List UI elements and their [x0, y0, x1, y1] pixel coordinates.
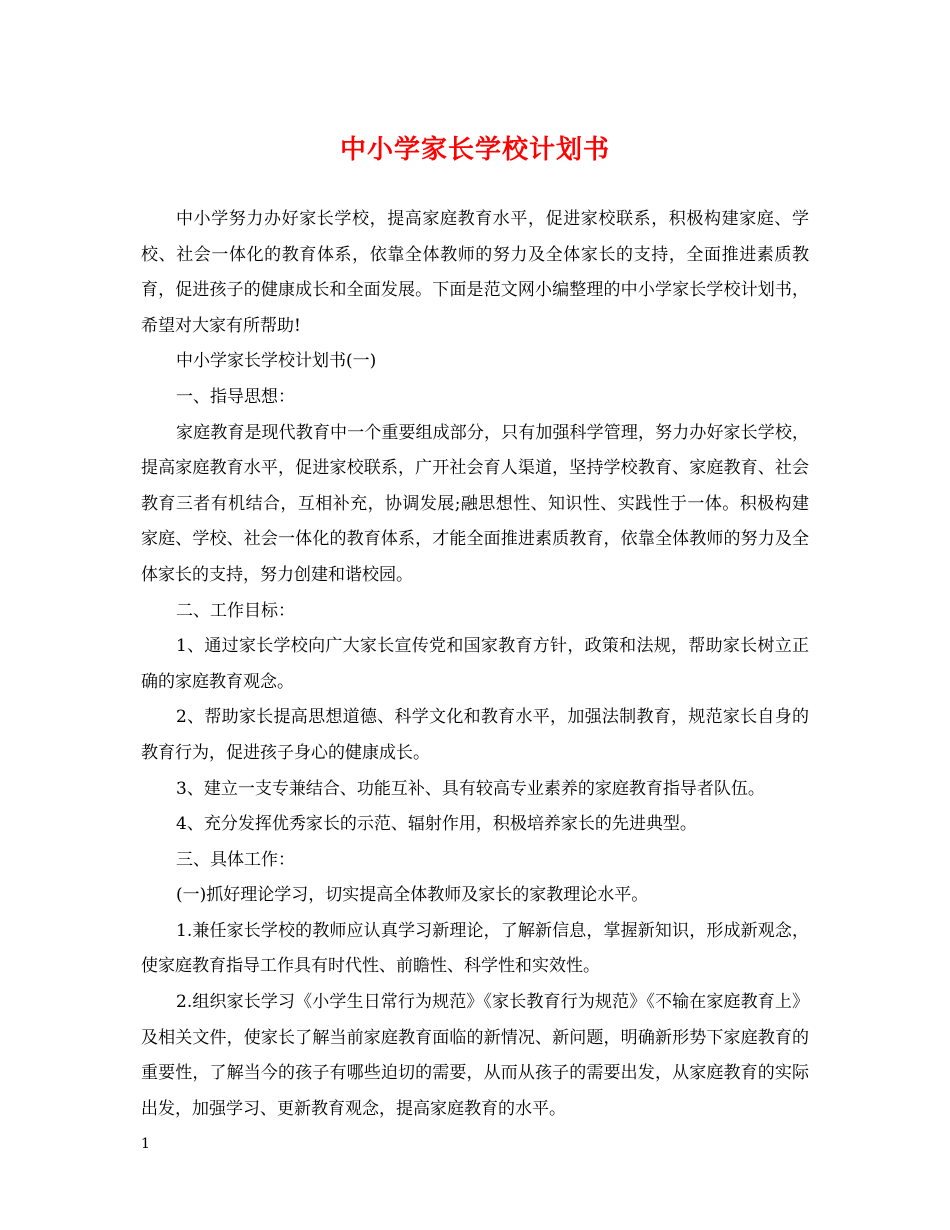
- heading-guiding-thought: 一、指导思想：: [176, 386, 295, 407]
- document-title: 中小学家长学校计划书: [339, 135, 610, 165]
- goal-item-4: 4、充分发挥优秀家长的示范、辐射作用，积极培养家长的先进典型。: [176, 814, 697, 835]
- page-number: 1: [141, 1136, 150, 1152]
- subheading-theory-study: (一)抓好理论学习，切实提高全体教师及家长的家教理论水平。: [176, 885, 649, 906]
- heading-specific-work: 三、具体工作：: [176, 849, 295, 870]
- work-item-1: 1.兼任家长学校的教师应认真学习新理论，了解新信息，掌握新知识，形成新观念，使家庭教育指导工作具有时代性、前瞻性、科学性和实效性。: [141, 920, 809, 977]
- work-item-2: 2.组织家长学习《小学生日常行为规范》《家长教育行为规范》《不输在家庭教育上》及相关文件，使家长了解当前家庭教育面临的新情况、新问题，明确新形势下家庭教育的重要性，了解当今的孩子有哪些迫切的需要，从而从孩子的需要出发，从家庭教育的实际出发，加强学习、更新教育观念，提高家庭教育的水平。: [141, 992, 809, 1119]
- intro-paragraph: 中小学努力办好家长学校，提高家庭教育水平，促进家校联系，积极构建家庭、学校、社会一体化的教育体系，依靠全体教师的努力及全体家长的支持，全面推进素质教育，促进孩子的健康成长和全面发展。下面是范文网小编整理的中小学家长学校计划书，希望对大家有所帮助!: [141, 209, 809, 336]
- goal-item-3: 3、建立一支专兼结合、功能互补、具有较高专业素养的家庭教育指导者队伍。: [176, 778, 765, 799]
- goal-item-2: 2、帮助家长提高思想道德、科学文化和教育水平，加强法制教育，规范家长自身的教育行为，促进孩子身心的健康成长。: [141, 707, 809, 763]
- document-body: [141, 202, 809, 1127]
- section-heading-plan-one: 中小学家长学校计划书(一): [176, 351, 377, 372]
- goal-item-1: 1、通过家长学校向广大家长宣传党和国家教育方针，政策和法规，帮助家长树立正确的家庭教育观念。: [141, 636, 809, 692]
- paragraph-guiding-thought: 家庭教育是现代教育中一个重要组成部分，只有加强科学管理，努力办好家长学校，提高家庭教育水平，促进家校联系，广开社会育人渠道，坚持学校教育、家庭教育、社会教育三者有机结合，互相补充，协调发展;融思想性、知识性、实践性于一体。积极构建家庭、学校、社会一体化的教育体系，才能全面推进素质教育，依靠全体教师的努力及全体家长的支持，努力创建和谐校园。: [141, 422, 809, 585]
- heading-work-goals: 二、工作目标：: [176, 600, 295, 621]
